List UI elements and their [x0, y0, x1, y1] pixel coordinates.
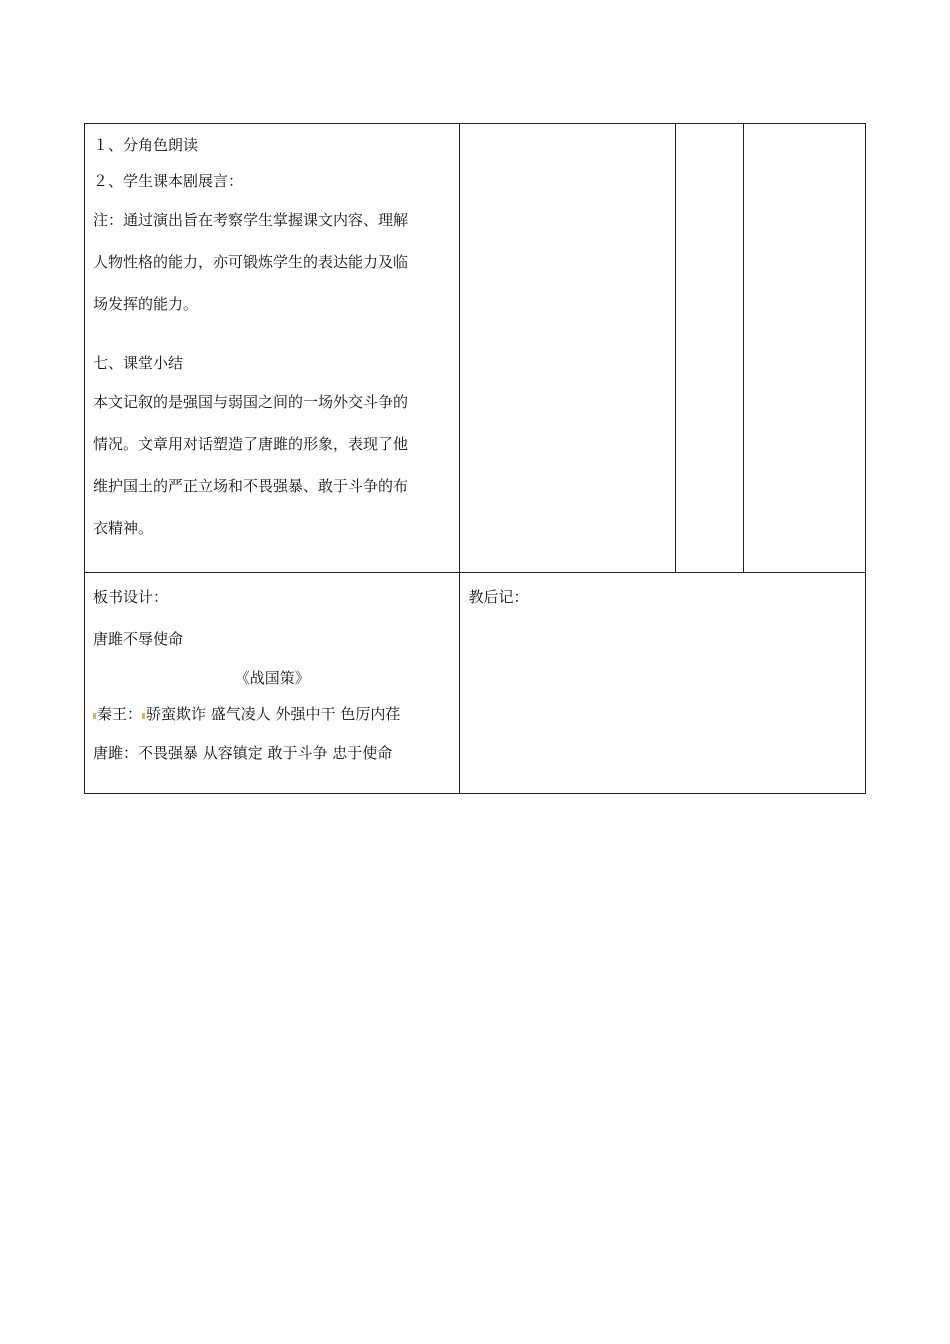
summary-heading: 七、课堂小结 — [93, 354, 184, 372]
board-heading: 板书设计： — [93, 588, 169, 606]
edit-marker — [142, 713, 145, 719]
board-tang-ju: 唐雎：不畏强暴 从容镇定 敢于斗争 忠于使命 — [93, 744, 393, 762]
qin-wang-label: 秦王： — [97, 705, 143, 723]
empty-cell-3 — [676, 124, 743, 573]
process-row — [85, 124, 866, 573]
board-design-cell — [85, 573, 460, 794]
summary-line-4: 衣精神。 — [93, 519, 154, 537]
summary-line-2: 情况。文章用对话塑造了唐雎的形象，表现了他 — [93, 435, 409, 453]
lesson-plan-table — [84, 123, 866, 794]
board-qin-wang — [93, 696, 451, 732]
qin-wang-traits: 骄蛮欺诈 盛气凌人 外强中干 色厉内荏 — [146, 705, 401, 723]
reflection-heading: 教后记： — [468, 588, 529, 606]
summary-line-1: 本文记叙的是强国与弱国之间的一场外交斗争的 — [93, 393, 409, 411]
empty-cell-4 — [743, 124, 865, 573]
note-line-1: 注：通过演出旨在考察学生掌握课文内容、理解 — [93, 211, 409, 229]
reflection-cell — [460, 573, 866, 794]
empty-cell-2 — [460, 124, 676, 573]
board-title: 唐雎不辱使命 — [93, 630, 184, 648]
note-line-3: 场发挥的能力。 — [93, 295, 199, 313]
process-cell — [85, 124, 460, 573]
note-line-2: 人物性格的能力，亦可锻炼学生的表达能力及临 — [93, 253, 409, 271]
edit-marker — [93, 713, 96, 719]
summary-line-3: 维护国土的严正立场和不畏强暴、敢于斗争的布 — [93, 477, 409, 495]
process-item-2: ２、学生课本剧展言： — [93, 172, 244, 190]
board-source: 《战国策》 — [234, 669, 310, 687]
board-row — [85, 573, 866, 794]
process-item-1: １、分角色朗读 — [93, 136, 199, 154]
